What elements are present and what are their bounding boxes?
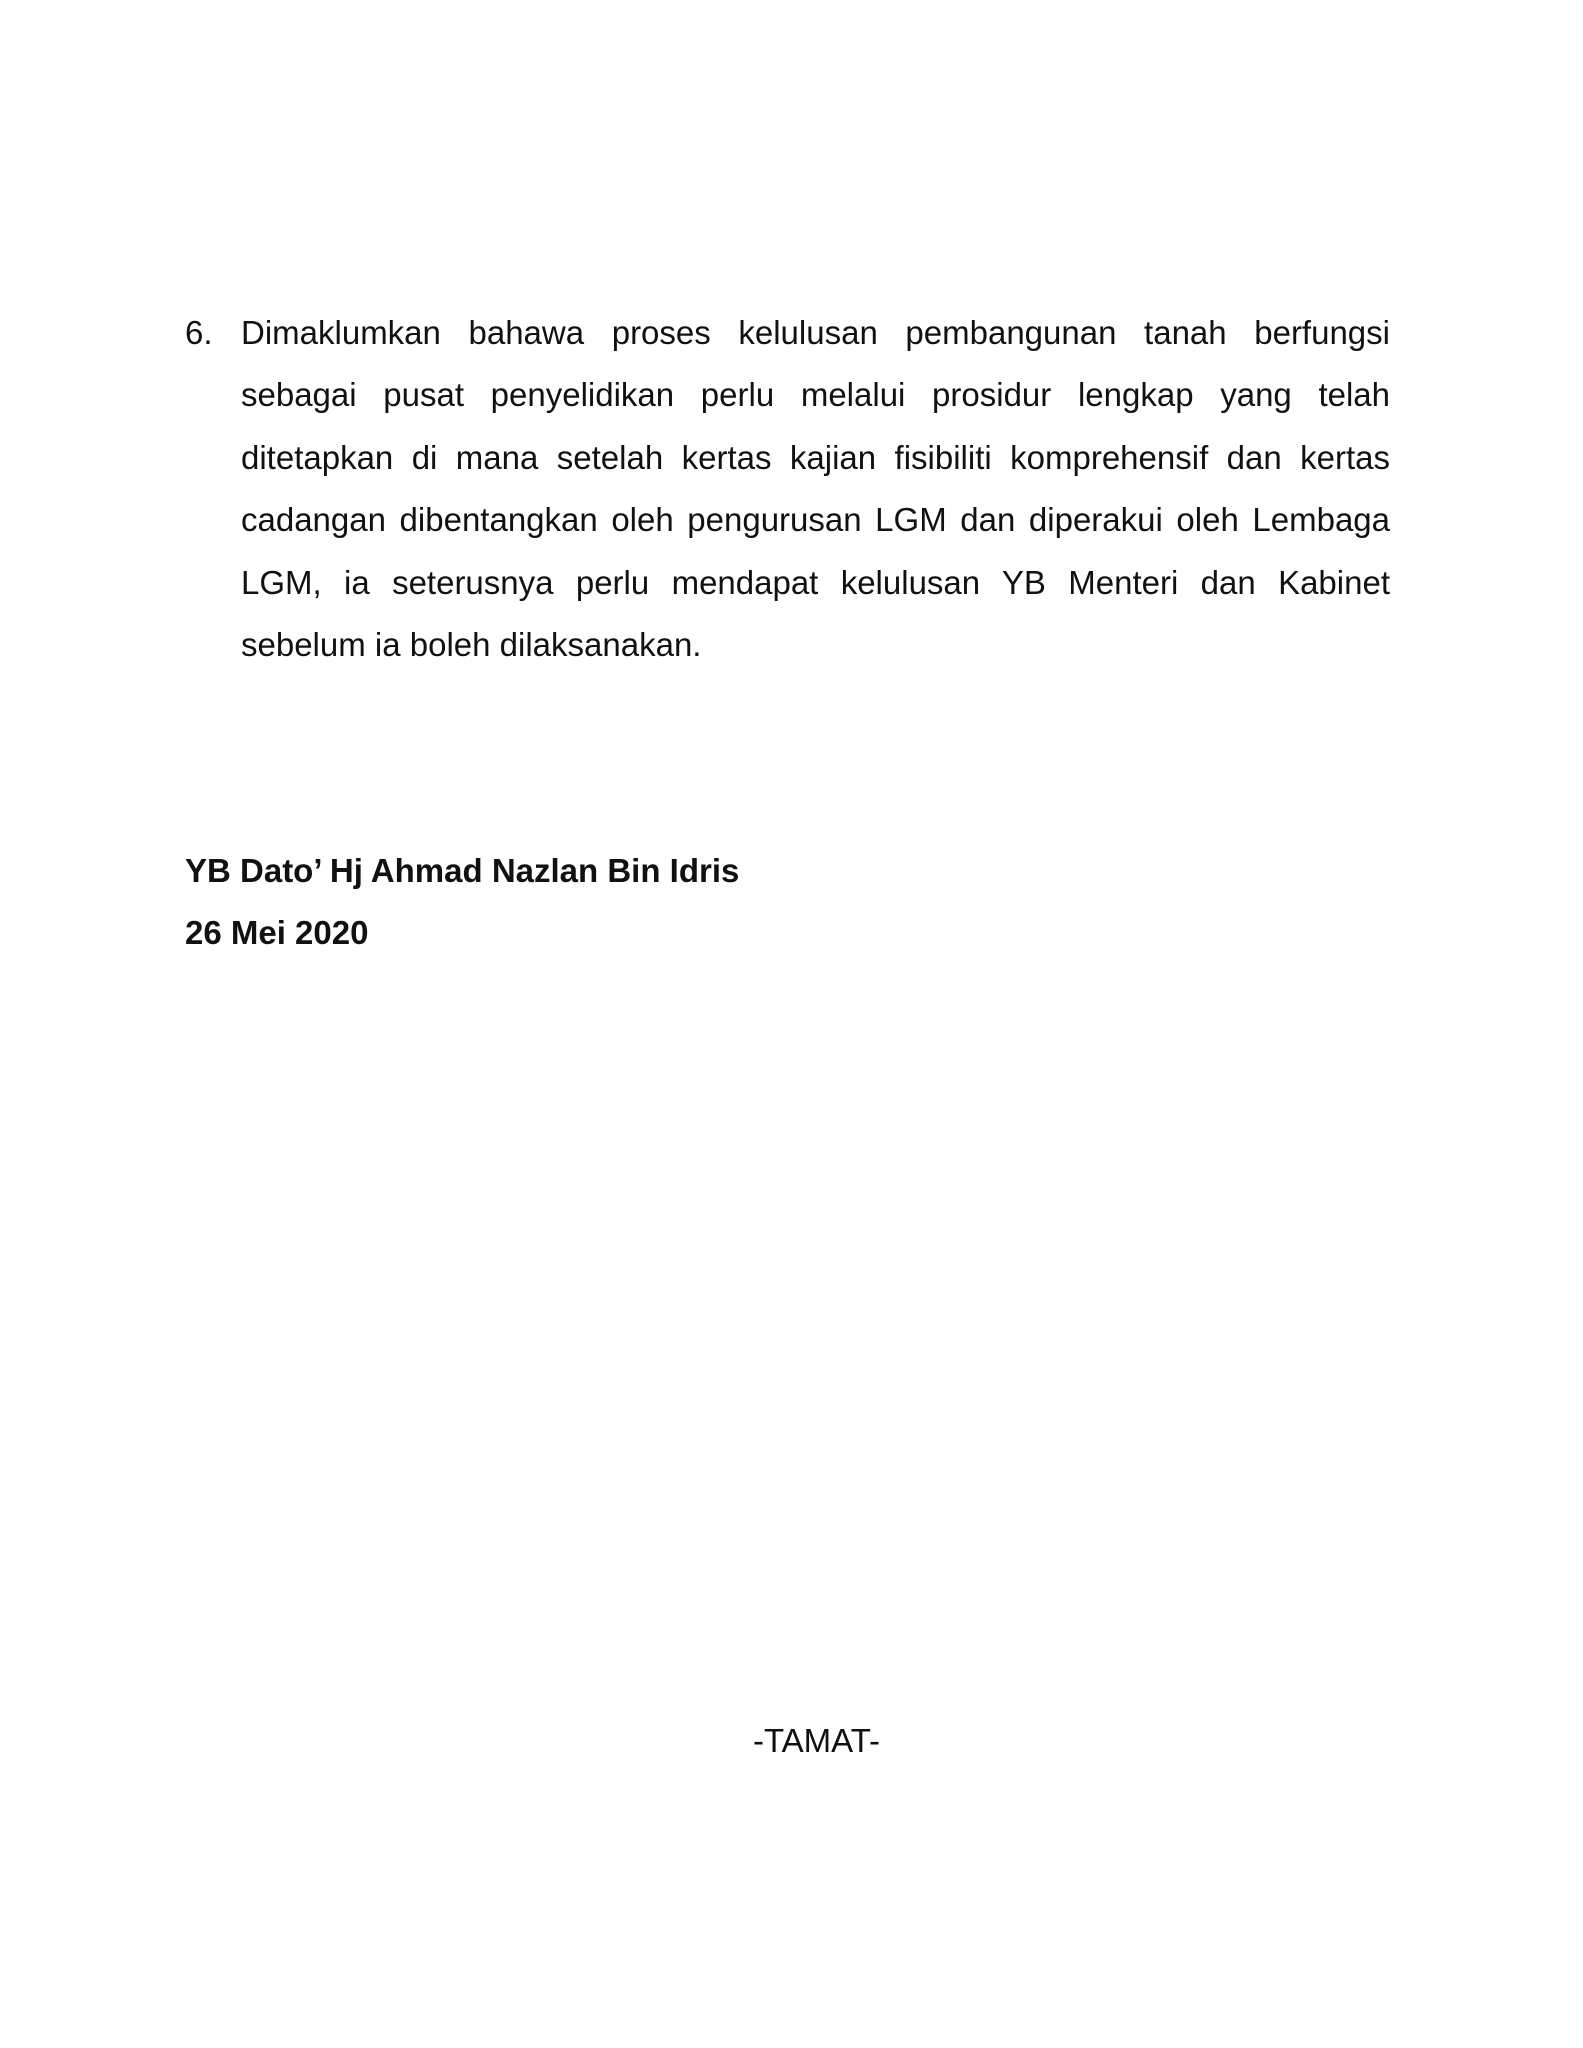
signature-date: 26 Mei 2020 [185, 914, 369, 951]
paragraph-number: 6. [185, 314, 213, 351]
paragraph-text: Dimaklumkan bahawa proses kelulusan pembangunan tanah berfungsi sebagai pusat penyelidikan perlu melalui prosidur lengkap yang telah ditetapkan di mana setelah kertas kajian fisibiliti komprehensif dan kertas cadangan dibentangkan oleh pengurusan LGM dan diperakui oleh Lembaga LGM, ia seterusnya perlu mendapat kelulusan YB Menteri dan Kabinet sebelum ia boleh dilaksanakan. [241, 314, 1390, 664]
signature-block [185, 840, 739, 964]
signatory-name: YB Dato’ Hj Ahmad Nazlan Bin Idris [185, 852, 740, 889]
end-mark: -TAMAT- [752, 1722, 881, 1759]
